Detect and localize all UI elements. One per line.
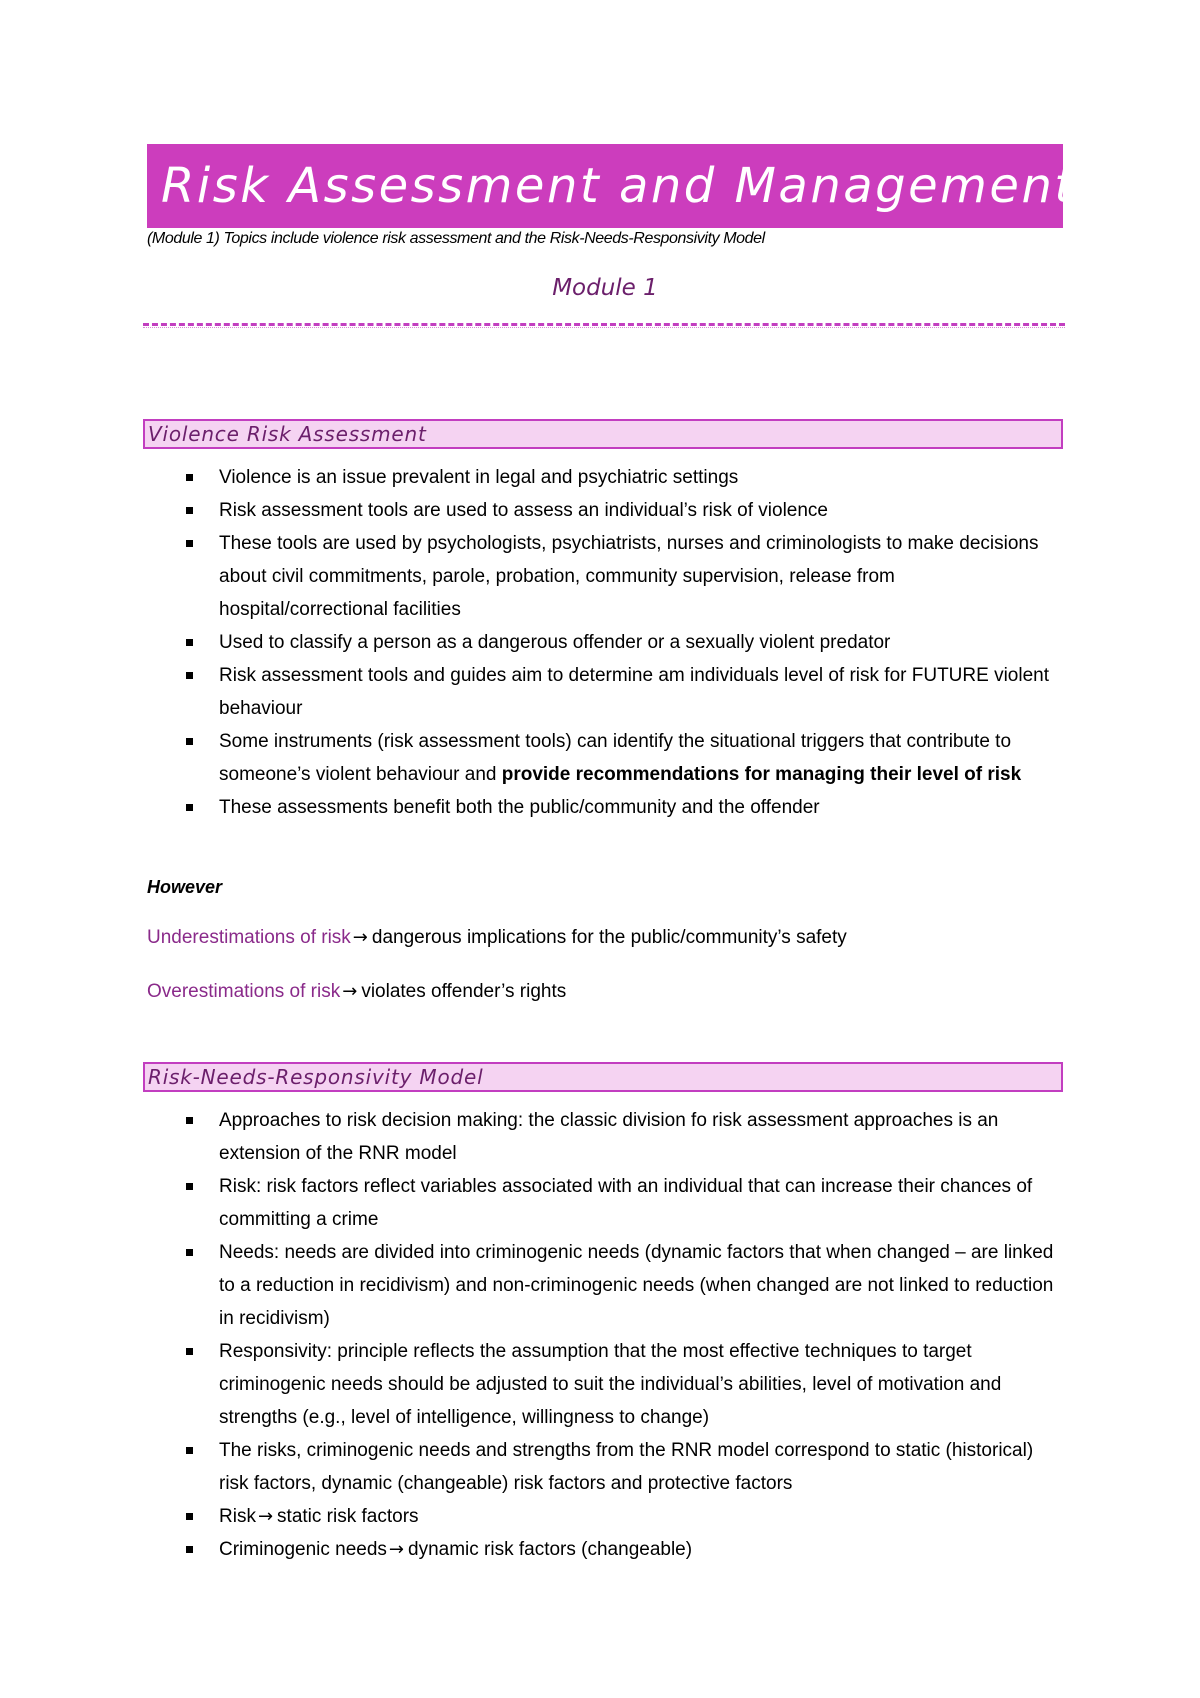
- list-item: [143, 1104, 1063, 1170]
- list-item: [143, 1533, 1063, 1566]
- list-item-text: Criminogenic needs: [219, 1539, 387, 1560]
- right-arrow-icon: →: [352, 927, 368, 948]
- right-arrow-icon: →: [342, 981, 358, 1002]
- list-item: [143, 725, 1063, 791]
- square-bullet-icon: [186, 1513, 193, 1520]
- list-item: [143, 1335, 1063, 1434]
- square-bullet-icon: [186, 672, 193, 679]
- violence-risk-bullet-list: [143, 461, 1063, 824]
- square-bullet-icon: [186, 1249, 193, 1256]
- square-bullet-icon: [186, 1183, 193, 1190]
- document-title: Risk Assessment and Management: [161, 158, 1076, 214]
- square-bullet-icon: [186, 1546, 193, 1553]
- list-item: [143, 626, 1063, 659]
- list-item-text: Responsivity: principle reflects the assumption that the most effective techniques to target criminogenic needs should be adjusted to suit the individual’s abilities, level of motivation and strengths (e.g., level of intelligence, willingness to change): [219, 1341, 1002, 1428]
- list-item-text: Risk assessment tools are used to assess an individual’s risk of violence: [219, 500, 828, 521]
- list-item: [143, 791, 1063, 824]
- list-item-text: Some instruments (risk assessment tools) can identify the situational triggers that contribute to someone’s violent behaviour and: [219, 731, 1012, 785]
- section-heading-violence-risk: Violence Risk Assessment: [143, 419, 1063, 449]
- list-item: [143, 1500, 1063, 1533]
- right-arrow-icon: →: [388, 1539, 405, 1560]
- right-arrow-icon: →: [257, 1506, 274, 1527]
- overestimation-text: violates offender’s rights: [361, 981, 567, 1002]
- underestimation-term: Underestimations of risk: [147, 927, 351, 948]
- square-bullet-icon: [186, 1348, 193, 1355]
- list-item: [143, 1434, 1063, 1500]
- square-bullet-icon: [186, 540, 193, 547]
- list-item-text: The risks, criminogenic needs and strengths from the RNR model correspond to static (historical) risk factors, dynamic (changeable) risk factors and protective factors: [219, 1440, 1034, 1494]
- title-banner: [147, 144, 1076, 228]
- underestimation-note: [147, 927, 847, 949]
- rnr-bullet-list: [143, 1104, 1063, 1566]
- square-bullet-icon: [186, 804, 193, 811]
- square-bullet-icon: [186, 738, 193, 745]
- list-item-text: Used to classify a person as a dangerous offender or a sexually violent predator: [219, 632, 891, 653]
- list-item-text: Violence is an issue prevalent in legal and psychiatric settings: [219, 467, 739, 488]
- section-heading-rnr-model: Risk-Needs-Responsivity Model: [143, 1062, 1063, 1092]
- list-item-text: static risk factors: [277, 1506, 419, 1527]
- underestimation-text: dangerous implications for the public/community’s safety: [371, 927, 847, 948]
- list-item-emphasis: provide recommendations for managing their level of risk: [501, 764, 1022, 785]
- list-item-text: Risk: risk factors reflect variables associated with an individual that can increase their chances of committing a crime: [219, 1176, 1033, 1230]
- square-bullet-icon: [186, 639, 193, 646]
- however-label: However: [147, 877, 223, 897]
- list-item: [143, 659, 1063, 725]
- list-item-text: Risk: [219, 1506, 256, 1527]
- list-item-text: Risk assessment tools and guides aim to determine am individuals level of risk for FUTURE violent behaviour: [219, 665, 1049, 719]
- square-bullet-icon: [186, 1447, 193, 1454]
- list-item: [143, 494, 1063, 527]
- module-heading: Module 1: [552, 275, 658, 301]
- list-item: [143, 461, 1063, 494]
- overestimation-note: [147, 981, 566, 1003]
- list-item: [143, 1170, 1063, 1236]
- list-item-text: dynamic risk factors (changeable): [408, 1539, 693, 1560]
- square-bullet-icon: [186, 507, 193, 514]
- list-item: [143, 1236, 1063, 1335]
- list-item: [143, 527, 1063, 626]
- document-subtitle: (Module 1) Topics include violence risk assessment and the Risk-Needs-Responsivity Model: [147, 230, 765, 247]
- list-item-text: Needs: needs are divided into criminogenic needs (dynamic factors that when changed – are linked to a reduction in recidivism) and non-criminogenic needs (when changed are not linked to reduction in recidivism): [219, 1242, 1054, 1329]
- list-item-text: These assessments benefit both the public/community and the offender: [219, 797, 820, 818]
- list-item-text: These tools are used by psychologists, psychiatrists, nurses and criminologists to make decisions about civil commitments, parole, probation, community supervision, release from hospital/correctional facilities: [219, 533, 1039, 620]
- module-divider-shadow: [143, 327, 1065, 328]
- module-divider: [143, 323, 1065, 326]
- overestimation-term: Overestimations of risk: [147, 981, 341, 1002]
- square-bullet-icon: [186, 1117, 193, 1124]
- square-bullet-icon: [186, 474, 193, 481]
- list-item-text: Approaches to risk decision making: the classic division fo risk assessment approaches is an extension of the RNR model: [219, 1110, 999, 1164]
